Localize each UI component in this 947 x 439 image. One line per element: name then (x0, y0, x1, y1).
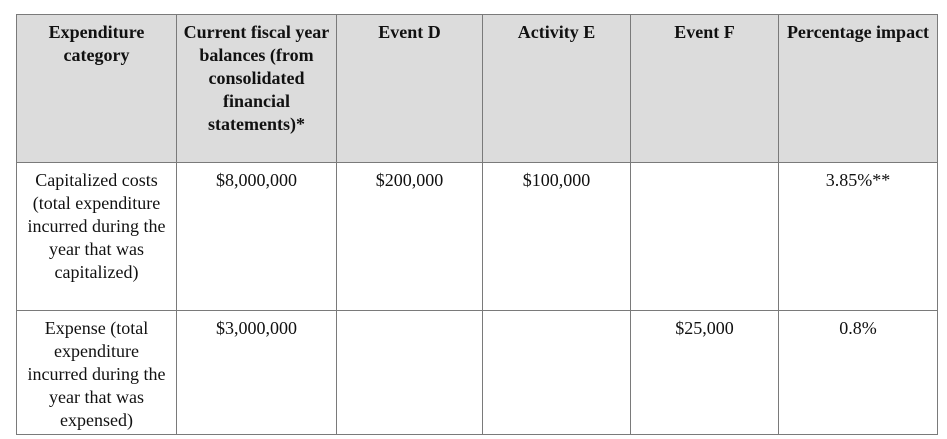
cell-activity-e: $100,000 (483, 163, 631, 311)
expenditure-impact-table (16, 14, 938, 435)
cell-percentage-impact: 0.8% (779, 311, 938, 435)
cell-event-d (337, 311, 483, 435)
table-body (17, 163, 938, 435)
header-event-f: Event F (631, 15, 779, 163)
cell-percentage-impact: 3.85%** (779, 163, 938, 311)
header-percentage-impact: Percentage impact (779, 15, 938, 163)
cell-category: Capitalized costs (total expenditure incurred during the year that was capitalized) (17, 163, 177, 311)
table-row-expense (17, 311, 938, 435)
cell-category: Expense (total expenditure incurred during the year that was expensed) (17, 311, 177, 435)
cell-activity-e (483, 311, 631, 435)
header-row (17, 15, 938, 163)
header-activity-e: Activity E (483, 15, 631, 163)
cell-balance: $8,000,000 (177, 163, 337, 311)
cell-event-f: $25,000 (631, 311, 779, 435)
header-expenditure-category: Expenditure category (17, 15, 177, 163)
table-row-capitalized-costs (17, 163, 938, 311)
cell-event-f (631, 163, 779, 311)
table-header (17, 15, 938, 163)
cell-event-d: $200,000 (337, 163, 483, 311)
header-event-d: Event D (337, 15, 483, 163)
cell-balance: $3,000,000 (177, 311, 337, 435)
header-current-fiscal-year-balances: Current fiscal year balances (from consolidated financial statements)* (177, 15, 337, 163)
